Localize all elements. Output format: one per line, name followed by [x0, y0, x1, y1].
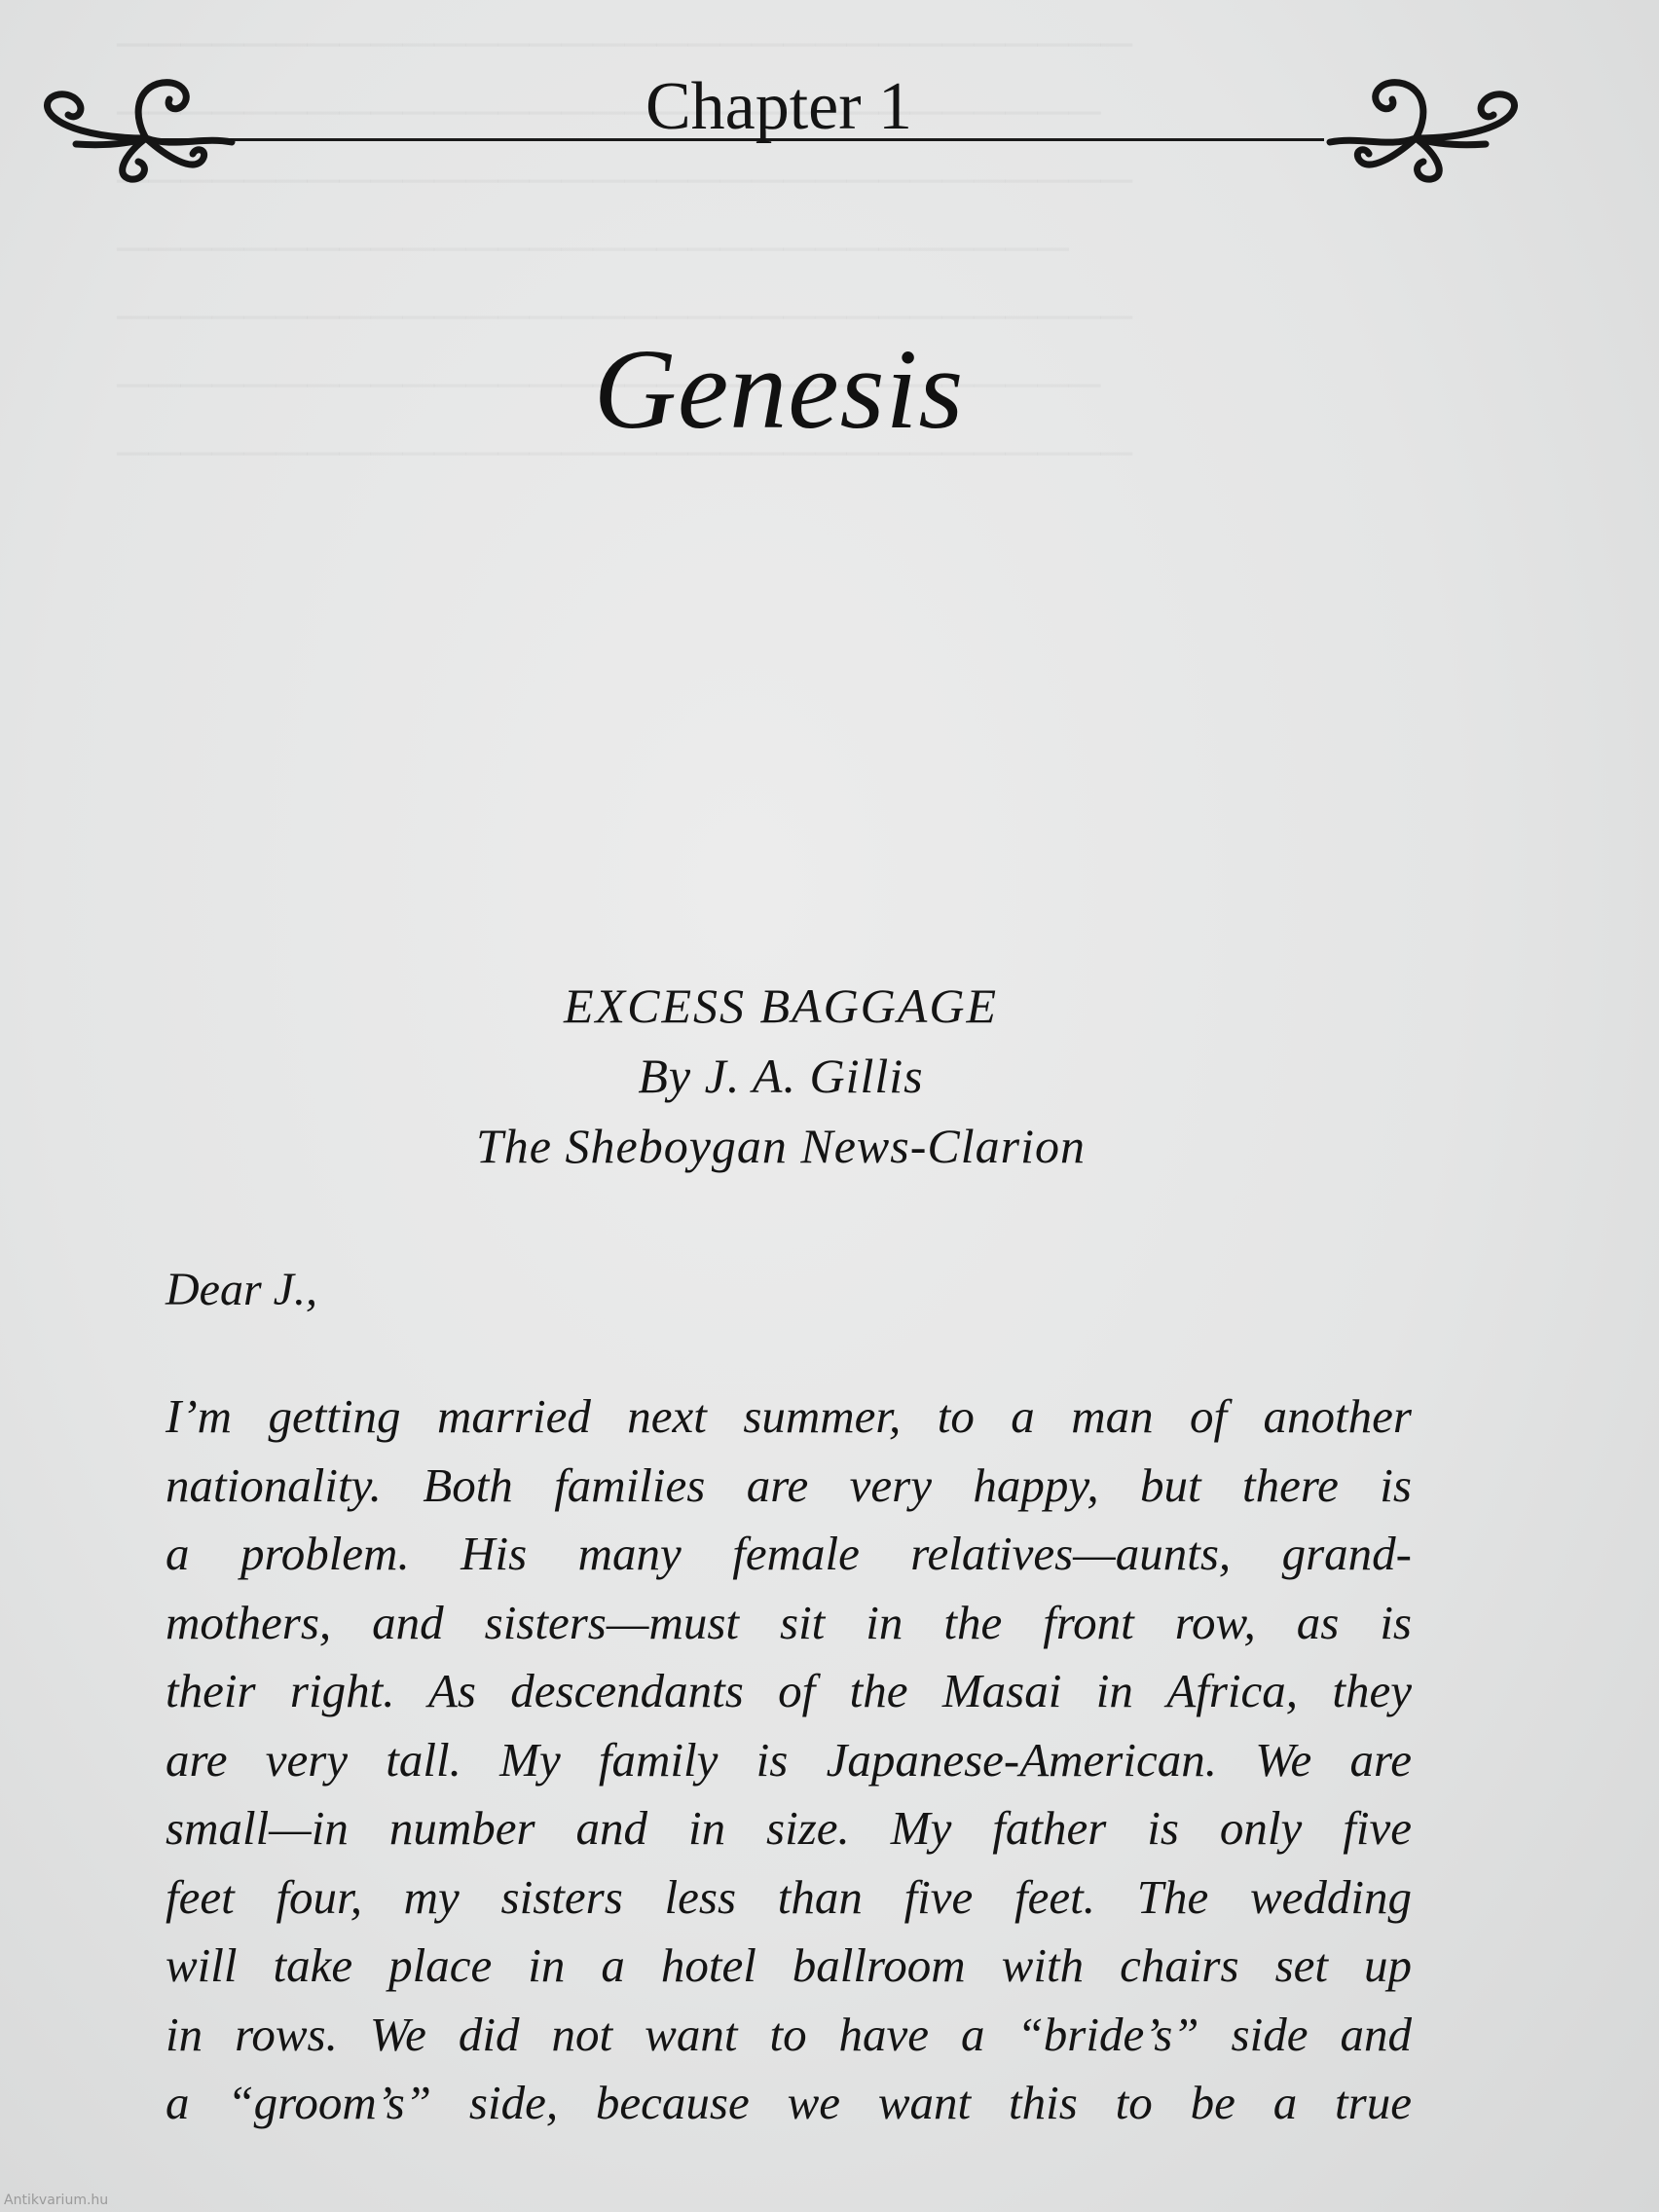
- chapter-number: Chapter 1: [645, 69, 913, 144]
- letter-line: are very tall. My family is Japanese-American. We are: [166, 1732, 1412, 1787]
- letter-line: in rows. We did not want to have a “bride’s” side and: [166, 2007, 1412, 2061]
- letter-line: I’m getting married next summer, to a man of another: [166, 1389, 1412, 1443]
- column-title: EXCESS BAGGAGE: [564, 978, 998, 1033]
- chapter-title: Genesis: [593, 325, 965, 453]
- letter-line: their right. As descendants of the Masai in Africa, they: [166, 1664, 1412, 1717]
- column-byline: By J. A. Gillis: [638, 1049, 924, 1103]
- letter-body: [166, 1382, 1412, 2138]
- letter-line: small—in number and in size. My father is only five: [166, 1801, 1412, 1855]
- letter-line: mothers, and sisters—must sit in the front row, as is: [166, 1595, 1412, 1649]
- newspaper-name: The Sheboygan News-Clarion: [476, 1119, 1086, 1173]
- letter-line: will take place in a hotel ballroom with chairs set up: [166, 1938, 1412, 1992]
- letter-line: a problem. His many female relatives—aunts, grand-: [166, 1527, 1412, 1580]
- letter-line: nationality. Both families are very happy, but there is: [166, 1457, 1412, 1512]
- site-watermark: Antikvarium.hu: [4, 2193, 109, 2208]
- letter-salutation: Dear J.,: [166, 1264, 317, 1315]
- letter-line: feet four, my sisters less than five feet. The wedding: [166, 1869, 1412, 1924]
- letter-line: a “groom’s” side, because we want this to be a true: [166, 2076, 1412, 2129]
